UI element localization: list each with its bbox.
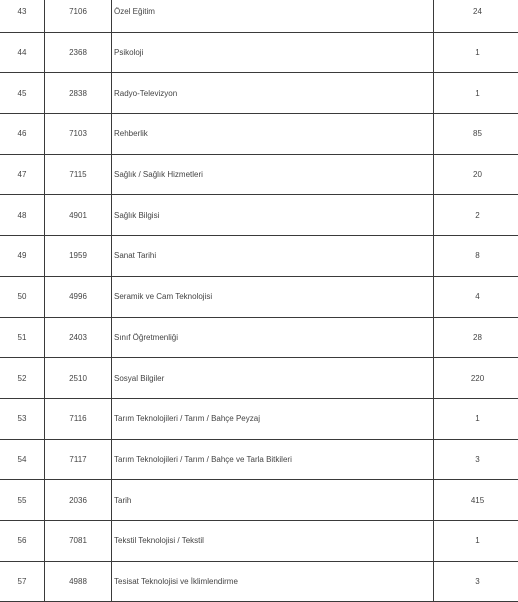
quota-count: 1 [434,520,518,561]
row-number: 50 [0,276,45,317]
row-number: 51 [0,317,45,358]
quota-count: 415 [434,480,518,521]
field-code: 7106 [45,0,112,32]
field-code: 4901 [45,195,112,236]
quota-count: 1 [434,32,518,73]
quota-count: 85 [434,114,518,155]
field-code: 2838 [45,73,112,114]
quota-count: 3 [434,561,518,602]
field-code: 7081 [45,520,112,561]
table-row [0,0,518,32]
field-name: Sağlık / Sağlık Hizmetleri [112,154,434,195]
quota-count: 220 [434,358,518,399]
field-code: 4988 [45,561,112,602]
row-number: 49 [0,236,45,277]
row-number: 54 [0,439,45,480]
table-row [0,439,518,480]
table-row [0,236,518,277]
quota-count: 4 [434,276,518,317]
field-code: 2403 [45,317,112,358]
quota-count: 2 [434,195,518,236]
field-code: 2368 [45,32,112,73]
field-name: Tekstil Teknolojisi / Tekstil [112,520,434,561]
field-name: Rehberlik [112,114,434,155]
field-name: Tarım Teknolojileri / Tarım / Bahçe Peyzaj [112,398,434,439]
table-row [0,195,518,236]
row-number: 44 [0,32,45,73]
table-row [0,276,518,317]
field-name: Tarih [112,480,434,521]
field-name: Radyo-Televizyon [112,73,434,114]
row-number: 46 [0,114,45,155]
table-row [0,317,518,358]
field-code: 2036 [45,480,112,521]
table-row [0,398,518,439]
table-row [0,561,518,602]
field-name: Sosyal Bilgiler [112,358,434,399]
field-name: Özel Eğitim [112,0,434,32]
quota-count: 1 [434,73,518,114]
row-number: 57 [0,561,45,602]
quota-count: 1 [434,398,518,439]
row-number: 48 [0,195,45,236]
table-row [0,154,518,195]
field-name: Seramik ve Cam Teknolojisi [112,276,434,317]
table-row [0,358,518,399]
field-code: 7117 [45,439,112,480]
table-row [0,32,518,73]
row-number: 52 [0,358,45,399]
field-code: 1959 [45,236,112,277]
field-code: 7115 [45,154,112,195]
field-name: Tarım Teknolojileri / Tarım / Bahçe ve Tarla Bitkileri [112,439,434,480]
quota-count: 20 [434,154,518,195]
quota-count: 28 [434,317,518,358]
quota-count: 8 [434,236,518,277]
table-row [0,73,518,114]
row-number: 43 [0,0,45,32]
quota-count: 24 [434,0,518,32]
field-name: Tesisat Teknolojisi ve İklimlendirme [112,561,434,602]
field-name: Psikoloji [112,32,434,73]
field-name: Sınıf Öğretmenliği [112,317,434,358]
row-number: 55 [0,480,45,521]
row-number: 47 [0,154,45,195]
quota-count: 3 [434,439,518,480]
field-code: 4996 [45,276,112,317]
row-number: 45 [0,73,45,114]
row-number: 53 [0,398,45,439]
table-row [0,114,518,155]
table-row [0,520,518,561]
field-code: 7103 [45,114,112,155]
table-row [0,480,518,521]
field-code: 2510 [45,358,112,399]
field-name: Sağlık Bilgisi [112,195,434,236]
field-code: 7116 [45,398,112,439]
field-name: Sanat Tarihi [112,236,434,277]
row-number: 56 [0,520,45,561]
